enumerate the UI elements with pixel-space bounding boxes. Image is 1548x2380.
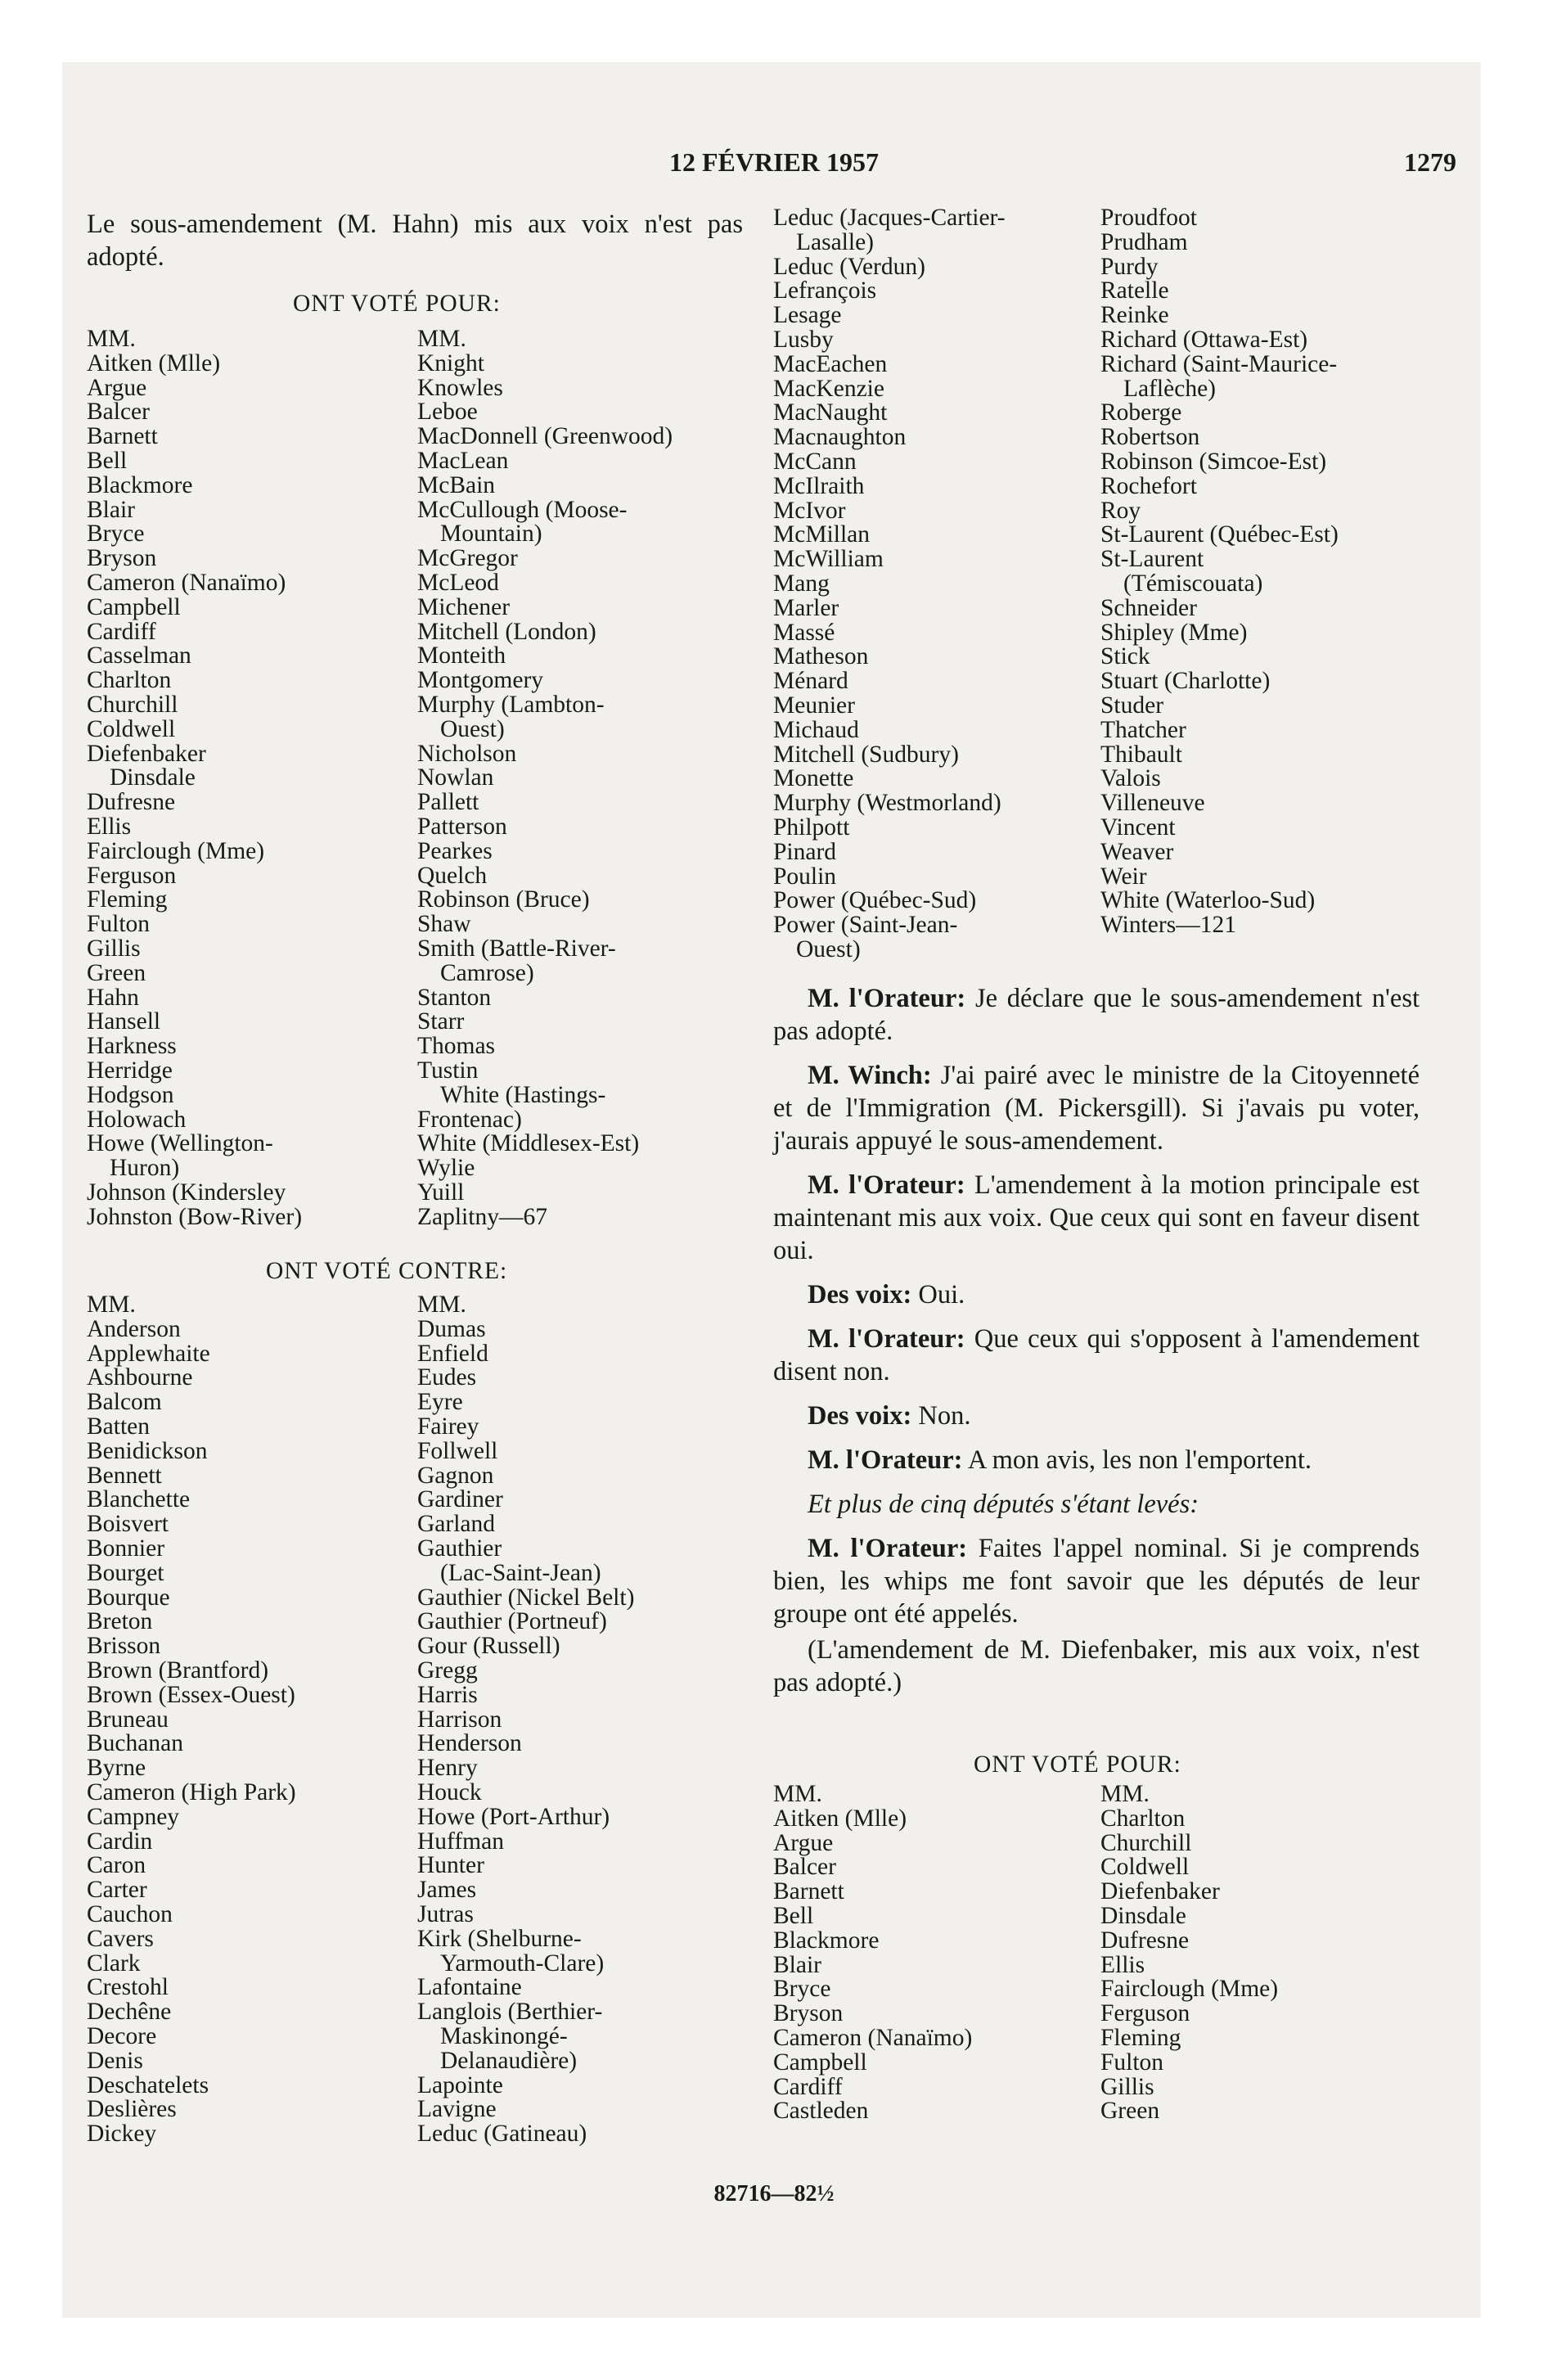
member-name: Villeneuve (1100, 790, 1205, 817)
member-name: Gauthier (Portneuf) (417, 1608, 607, 1635)
member-name: Ratelle (1100, 277, 1169, 304)
member-name: Ellis (87, 813, 132, 840)
member-name: Tustin (417, 1057, 479, 1084)
member-name: Cameron (Nanaïmo) (87, 569, 286, 596)
member-name: Dinsdale (1100, 1902, 1186, 1929)
member-name: Buchanan (87, 1730, 183, 1757)
member-name: Coldwell (87, 715, 176, 742)
member-name: Dufresne (1100, 1927, 1190, 1954)
member-name: Bourget (87, 1559, 164, 1586)
member-name: Huron) (110, 1155, 180, 1182)
speech-text: Oui. (911, 1280, 965, 1309)
member-name: Harris (417, 1681, 478, 1708)
member-name: MacNaught (773, 399, 888, 426)
member-name: Weir (1100, 863, 1147, 890)
member-name: Follwell (417, 1437, 498, 1464)
member-name: Bennett (87, 1462, 162, 1489)
member-name: Cameron (High Park) (87, 1778, 296, 1805)
member-name: Ashbourne (87, 1364, 193, 1391)
member-name: Castleden (773, 2098, 869, 2125)
member-name: Lusby (773, 326, 834, 353)
pour2-list-col2 (1100, 1783, 1278, 2124)
member-name: Delanaudière) (440, 2047, 578, 2074)
member-name: Cauchon (87, 1900, 173, 1927)
member-name: Balcer (773, 1854, 836, 1881)
member-name: Knight (417, 349, 484, 376)
member-name: Camrose) (440, 959, 534, 986)
member-name: Ferguson (87, 862, 177, 889)
member-name: Massé (773, 619, 835, 646)
pour-heading: ONT VOTÉ POUR: (293, 291, 501, 317)
member-name: Bryson (773, 2000, 844, 2027)
member-name: Proudfoot (1100, 205, 1197, 231)
pour-list-col1 (87, 327, 302, 1229)
member-name: Dumas (417, 1315, 486, 1342)
member-name: Hahn (87, 984, 139, 1011)
member-name: Gregg (417, 1657, 478, 1684)
member-name: Valois (1100, 765, 1161, 792)
page-footer: 82716—82½ (713, 2181, 835, 2206)
speaker-label: Des voix: (808, 1401, 912, 1431)
member-name: Johnson (Kindersley (87, 1179, 286, 1206)
member-name: Power (Saint-Jean- (773, 912, 958, 939)
member-name: Yuill (417, 1179, 465, 1206)
member-name: Cavers (87, 1925, 154, 1952)
member-name: St-Laurent (1100, 546, 1204, 573)
member-name: Mitchell (London) (417, 618, 596, 645)
member-name: Vincent (1100, 814, 1176, 841)
list-prefix: MM. (773, 1781, 822, 1807)
member-name: Purdy (1100, 253, 1159, 280)
member-name: Leduc (Jacques-Cartier- (773, 205, 1006, 231)
member-name: Stanton (417, 984, 492, 1011)
member-name: Diefenbaker (1100, 1878, 1220, 1905)
member-name: Charlton (1100, 1805, 1186, 1832)
member-name: Blackmore (87, 471, 193, 498)
speech-text: Faites l'appel nominal. Si je comprends bien, les whips me font savoir que les députés de leur groupe ont été appelés. (773, 1534, 1420, 1629)
member-name: Starr (417, 1008, 465, 1035)
member-name: St-Laurent (Québec-Est) (1100, 521, 1339, 548)
contre-heading: ONT VOTÉ CONTRE: (266, 1258, 508, 1284)
member-name: Gauthier (417, 1535, 502, 1562)
member-name: Ménard (773, 668, 848, 695)
member-name: Bruneau (87, 1706, 169, 1733)
member-name: Holowach (87, 1106, 187, 1133)
page-date: 12 FÉVRIER 1957 (668, 147, 879, 177)
member-name: Argue (87, 374, 147, 401)
member-name: Leboe (417, 399, 478, 426)
list-prefix: MM. (87, 326, 136, 352)
speaker-label: M. l'Orateur: (808, 1534, 968, 1563)
member-name: Studer (1100, 692, 1164, 719)
member-name: Casselman (87, 642, 191, 669)
member-name: Ellis (1100, 1951, 1145, 1978)
member-name: White (Middlesex-Est) (417, 1130, 640, 1157)
member-name: Laflèche) (1123, 375, 1216, 402)
member-name: Fleming (87, 886, 168, 913)
member-name: Fleming (1100, 2024, 1181, 2051)
member-name: Gauthier (Nickel Belt) (417, 1584, 635, 1611)
member-name: Bonnier (87, 1535, 165, 1562)
member-name: Decore (87, 2022, 157, 2049)
member-name: Henry (417, 1755, 478, 1782)
member-name: Montgomery (417, 667, 544, 694)
member-name: Langlois (Berthier- (417, 1999, 603, 2026)
member-name: Cameron (Nanaïmo) (773, 2024, 973, 2051)
member-name: Bryson (87, 545, 157, 572)
member-name: Brown (Brantford) (87, 1657, 269, 1684)
member-name: Robinson (Simcoe-Est) (1100, 448, 1327, 475)
list-prefix: MM. (87, 1291, 136, 1318)
member-name: Zaplitny—67 (417, 1203, 547, 1230)
pour-list-col2 (417, 327, 673, 1229)
member-name: Fairey (417, 1413, 479, 1440)
member-name: Lavigne (417, 2096, 497, 2123)
member-name: Bryce (87, 521, 145, 548)
member-name: Blair (87, 496, 135, 523)
member-name: Pallett (417, 789, 479, 816)
member-name: Garland (417, 1511, 496, 1538)
member-name: Pinard (773, 838, 837, 865)
member-name: Monteith (417, 642, 506, 669)
member-name: Howe (Port-Arthur) (417, 1803, 610, 1830)
member-name: McGregor (417, 545, 518, 572)
member-name: Crestohl (87, 1974, 169, 2001)
member-name: Poulin (773, 863, 837, 890)
member-name: McIlraith (773, 472, 865, 499)
member-name: Winters—121 (1100, 912, 1236, 939)
member-name: Frontenac) (417, 1106, 522, 1133)
member-name: Howe (Wellington- (87, 1130, 273, 1157)
member-name: (Témiscouata) (1123, 570, 1263, 597)
member-name: James (417, 1877, 477, 1904)
member-name: Weaver (1100, 838, 1174, 865)
member-name: Leduc (Gatineau) (417, 2121, 587, 2148)
member-name: Bell (87, 447, 128, 474)
member-name: Brisson (87, 1633, 161, 1660)
member-name: Diefenbaker (87, 740, 206, 767)
member-name: Mitchell (Sudbury) (773, 741, 959, 768)
member-name: Fulton (1100, 2049, 1164, 2076)
member-name: Prudham (1100, 228, 1188, 255)
member-name: Gagnon (417, 1462, 494, 1489)
member-name: MacKenzie (773, 375, 884, 402)
member-name: Henderson (417, 1730, 522, 1757)
member-name: Knowles (417, 374, 503, 401)
member-name: Mountain) (440, 521, 542, 548)
member-name: Gillis (1100, 2073, 1154, 2100)
member-name: Hunter (417, 1852, 484, 1879)
member-name: Batten (87, 1413, 151, 1440)
member-name: Stick (1100, 643, 1150, 670)
member-name: Anderson (87, 1315, 181, 1342)
member-name: Bell (773, 1902, 814, 1929)
member-name: McWilliam (773, 546, 884, 573)
member-name: McCann (773, 448, 857, 475)
member-name: Cardiff (773, 2073, 843, 2100)
speech-text: Non. (911, 1401, 971, 1431)
member-name: Pearkes (417, 837, 493, 864)
member-name: Shipley (Mme) (1100, 619, 1248, 646)
member-name: Fairclough (Mme) (87, 837, 265, 864)
member-name: Macnaughton (773, 424, 907, 451)
member-name: Roberge (1100, 399, 1182, 426)
member-name: Huffman (417, 1828, 504, 1855)
speaker-label: M. Winch: (808, 1061, 932, 1090)
member-name: Roy (1100, 497, 1141, 524)
member-name: Lapointe (417, 2071, 503, 2098)
member-name: Maskinongé- (440, 2022, 568, 2049)
debate-text (773, 982, 1420, 1699)
member-name: Houck (417, 1778, 482, 1805)
member-name: Eyre (417, 1389, 463, 1416)
member-name: Campbell (87, 593, 181, 620)
member-name: Ouest) (796, 935, 861, 962)
member-name: Stuart (Charlotte) (1100, 668, 1271, 695)
member-name: Yarmouth-Clare) (440, 1950, 605, 1977)
member-name: Bourque (87, 1584, 170, 1611)
member-name: Caron (87, 1852, 146, 1879)
contre-list-col1 (87, 1293, 296, 2147)
member-name: Deschatelets (87, 2071, 209, 2098)
member-name: Leduc (Verdun) (773, 253, 925, 280)
member-name: Harrison (417, 1706, 502, 1733)
member-name: MacDonnell (Greenwood) (417, 423, 673, 450)
member-name: Lafontaine (417, 1974, 522, 2001)
pour-continued-col1 (773, 206, 1006, 962)
member-name: Coldwell (1100, 1854, 1190, 1881)
member-name: Eudes (417, 1364, 477, 1391)
member-name: MacLean (417, 447, 509, 474)
member-name: Benidickson (87, 1437, 208, 1464)
member-name: Quelch (417, 862, 488, 889)
member-name: Mang (773, 570, 830, 597)
member-name: Thomas (417, 1033, 496, 1060)
member-name: McIvor (773, 497, 846, 524)
italic-note: Et plus de cinq députés s'étant levés: (808, 1490, 1199, 1519)
contre-list-col2 (417, 1293, 634, 2147)
member-name: Hodgson (87, 1081, 174, 1108)
member-name: Byrne (87, 1755, 146, 1782)
member-name: Dufresne (87, 789, 176, 816)
member-name: Meunier (773, 692, 855, 719)
speech-text: J'ai pairé avec le ministre de la Citoyenneté et de l'Immigration (M. Pickersgill). Si j'avais pu voter, j'aurais appuyé le sous-amendement. (773, 1061, 1420, 1156)
member-name: Harkness (87, 1033, 177, 1060)
speaker-label: Des voix: (808, 1280, 912, 1309)
member-name: McBain (417, 471, 496, 498)
pour-heading-2: ONT VOTÉ POUR: (974, 1751, 1181, 1778)
member-name: Dickey (87, 2121, 157, 2148)
member-name: Balcom (87, 1389, 162, 1416)
member-name: Monette (773, 765, 854, 792)
member-name: Gour (Russell) (417, 1633, 560, 1660)
intro-paragraph: Le sous-amendement (M. Hahn) mis aux voix n'est pas adopté. (87, 210, 743, 272)
member-name: Charlton (87, 667, 172, 694)
member-name: Applewhaite (87, 1340, 210, 1367)
member-name: Reinke (1100, 302, 1169, 329)
member-name: Gardiner (417, 1486, 503, 1513)
member-name: Philpott (773, 814, 850, 841)
pour-continued-col2 (1100, 206, 1339, 938)
member-name: Lasalle) (796, 228, 874, 255)
member-name: Boisvert (87, 1511, 169, 1538)
member-name: Johnston (Bow-River) (87, 1203, 303, 1230)
member-name: Argue (773, 1829, 834, 1856)
member-name: Lefrançois (773, 277, 877, 304)
speech-text: L'amendement à la motion principale est maintenant mis aux voix. Que ceux qui sont en faveur disent oui. (773, 1170, 1420, 1265)
member-name: Campney (87, 1803, 180, 1830)
speech-text: Que ceux qui s'opposent à l'amendement disent non. (773, 1324, 1420, 1386)
member-name: Fulton (87, 911, 151, 938)
member-name: Power (Québec-Sud) (773, 887, 977, 914)
member-name: Brown (Essex-Ouest) (87, 1681, 295, 1708)
member-name: Murphy (Lambton- (417, 691, 605, 718)
member-name: MacEachen (773, 350, 888, 377)
member-name: Denis (87, 2047, 143, 2074)
member-name: Ferguson (1100, 2000, 1190, 2027)
member-name: Kirk (Shelburne- (417, 1925, 582, 1952)
member-name: Shaw (417, 911, 471, 938)
member-name: Nicholson (417, 740, 517, 767)
member-name: Barnett (87, 423, 158, 450)
member-name: Deslières (87, 2096, 177, 2123)
member-name: McMillan (773, 521, 870, 548)
member-name: Enfield (417, 1340, 488, 1367)
member-name: Aitken (Mlle) (87, 349, 221, 376)
member-name: Blackmore (773, 1927, 880, 1954)
member-name: White (Waterloo-Sud) (1100, 887, 1316, 914)
member-name: Matheson (773, 643, 869, 670)
speaker-label: M. l'Orateur: (808, 984, 966, 1013)
speaker-label: M. l'Orateur: (808, 1170, 965, 1200)
member-name: Barnett (773, 1878, 844, 1905)
member-name: Richard (Saint-Maurice- (1100, 350, 1338, 377)
member-name: Robertson (1100, 424, 1200, 451)
member-name: Clark (87, 1950, 141, 1977)
list-prefix: MM. (1100, 1781, 1150, 1807)
page-number: 1279 (1404, 147, 1456, 177)
member-name: Robinson (Bruce) (417, 886, 590, 913)
member-name: Campbell (773, 2049, 867, 2076)
member-name: Cardin (87, 1828, 153, 1855)
member-name: Richard (Ottawa-Est) (1100, 326, 1308, 353)
speaker-label: M. l'Orateur: (808, 1324, 965, 1354)
member-name: Blair (773, 1951, 821, 1978)
member-name: Gillis (87, 935, 141, 962)
member-name: Murphy (Westmorland) (773, 790, 1001, 817)
member-name: Carter (87, 1877, 147, 1904)
member-name: Green (87, 959, 146, 986)
member-name: Wylie (417, 1155, 475, 1182)
member-name: Michaud (773, 716, 859, 743)
list-prefix: MM. (417, 1291, 466, 1318)
member-name: Cardiff (87, 618, 156, 645)
member-name: McCullough (Moose- (417, 496, 628, 523)
member-name: Dechêne (87, 1999, 172, 2026)
member-name: Green (1100, 2098, 1160, 2125)
member-name: Schneider (1100, 594, 1197, 621)
member-name: White (Hastings- (440, 1081, 606, 1108)
member-name: McLeod (417, 569, 499, 596)
member-name: Balcer (87, 399, 150, 426)
list-prefix: MM. (417, 326, 466, 352)
member-name: Churchill (87, 691, 178, 718)
member-name: Jutras (417, 1900, 474, 1927)
member-name: Thibault (1100, 741, 1182, 768)
member-name: Aitken (Mlle) (773, 1805, 907, 1832)
member-name: Herridge (87, 1057, 173, 1084)
member-name: Churchill (1100, 1829, 1192, 1856)
member-name: Bryce (773, 1976, 831, 2003)
member-name: Lesage (773, 302, 842, 329)
member-name: Breton (87, 1608, 153, 1635)
member-name: Rochefort (1100, 472, 1197, 499)
member-name: Ouest) (440, 715, 505, 742)
pour2-list-col1 (773, 1783, 972, 2124)
member-name: Nowlan (417, 764, 494, 791)
member-name: (Lac-Saint-Jean) (440, 1559, 601, 1586)
member-name: Marler (773, 594, 839, 621)
speech-text: Je déclare que le sous-amendement n'est pas adopté. (773, 984, 1420, 1046)
member-name: Blanchette (87, 1486, 191, 1513)
speaker-label: M. l'Orateur: (808, 1445, 963, 1475)
member-name: Patterson (417, 813, 507, 840)
member-name: Michener (417, 593, 511, 620)
result-note: (L'amendement de M. Diefenbaker, mis aux voix, n'est pas adopté.) (773, 1635, 1420, 1697)
speech-text: A mon avis, les non l'emportent. (962, 1445, 1312, 1475)
member-name: Smith (Battle-River- (417, 935, 616, 962)
member-name: Hansell (87, 1008, 161, 1035)
member-name: Thatcher (1100, 716, 1186, 743)
member-name: Dinsdale (110, 764, 196, 791)
member-name: Fairclough (Mme) (1100, 1976, 1279, 2003)
